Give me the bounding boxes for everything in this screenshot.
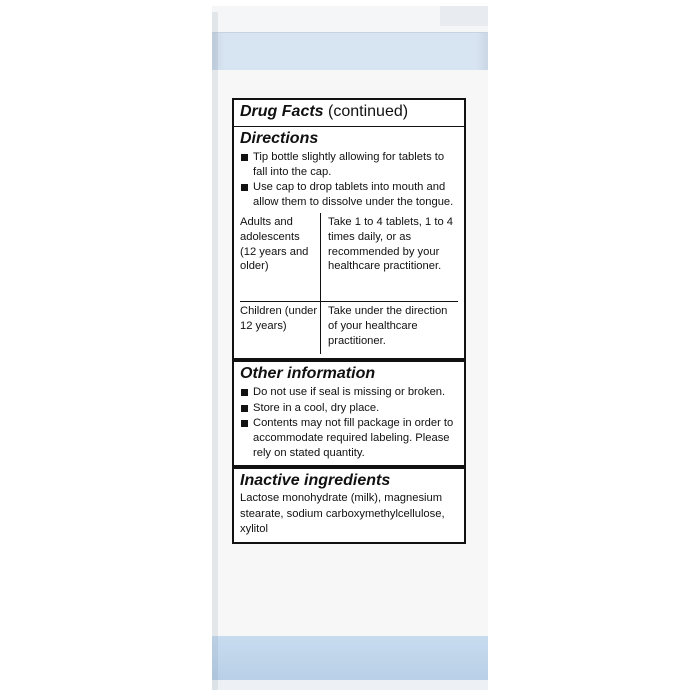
drug-facts-title: [234, 100, 464, 127]
directions-bullet: Tip bottle slightly allowing for tablets to fall into the cap.: [240, 150, 458, 179]
dosage-how: Take under the direction of your healthcare practitioner.: [328, 305, 448, 347]
directions-list: [240, 150, 458, 209]
dosage-how: Take 1 to 4 tablets, 1 to 4 times daily, or as recommended by your healthcare practitioner.: [321, 213, 459, 302]
other-information-header: Other information: [240, 365, 376, 383]
other-information-list: [240, 385, 458, 460]
box-bottom-stripe: [212, 636, 488, 680]
other-bullet: Contents may not fill package in order to accommodate required labeling. Please rely on stated quantity.: [240, 416, 458, 460]
dosage-who: Children (under 12 years): [240, 302, 321, 354]
other-bullet: Do not use if seal is missing or broken.: [240, 385, 458, 400]
dosage-row-adults: [240, 213, 458, 302]
inactive-ingredients-section: [234, 469, 464, 542]
box-bottom-edge: [212, 680, 488, 690]
dosage-who: Adults and adolescents (12 years and older): [240, 213, 321, 302]
directions-header: Directions: [240, 130, 319, 147]
inactive-ingredients-header: Inactive ingredients: [240, 472, 391, 490]
other-information-section: [234, 362, 464, 469]
dosage-table: [240, 213, 458, 354]
box-flap-notch: [440, 6, 488, 26]
drug-facts-label: [232, 98, 466, 544]
box-edge-shadow: [212, 12, 218, 690]
other-bullet: Store in a cool, dry place.: [240, 401, 458, 416]
directions-section: [234, 127, 464, 362]
directions-bullet: Use cap to drop tablets into mouth and allow them to dissolve under the tongue.: [240, 180, 458, 209]
inactive-ingredients-text: Lactose monohydrate (milk), magnesium stearate, sodium carboxymethylcellulose, xylitol: [240, 492, 445, 536]
drug-facts-title-bold: Drug Facts: [240, 103, 324, 120]
drug-facts-title-continued: (continued): [323, 103, 409, 120]
dosage-row-children: [240, 302, 458, 354]
